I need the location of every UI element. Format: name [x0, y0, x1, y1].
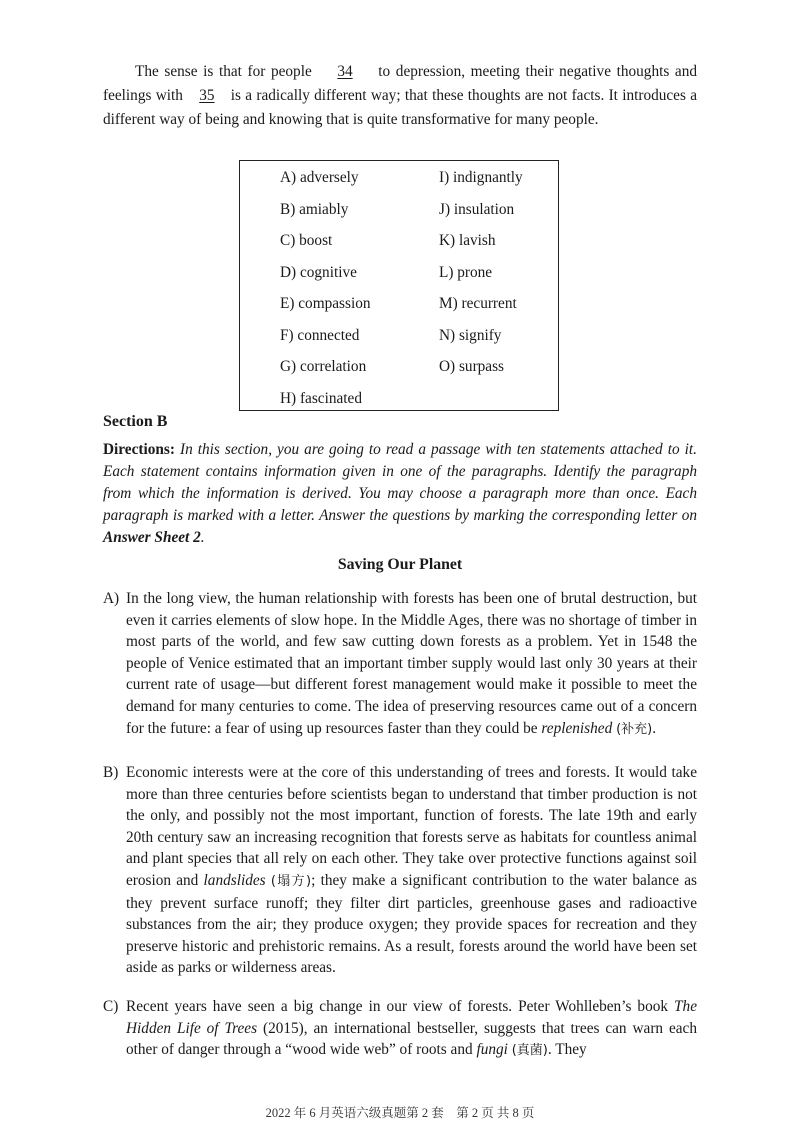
intro-text-1: The sense is that for people [135, 63, 312, 80]
word-option: J) insulation [439, 200, 515, 218]
paragraph-text-cont: (2015), an international bestseller, suggests that trees can warn each other of danger through a “wood wide web” of roots and [126, 1019, 697, 1059]
word-bank-right-column [439, 168, 523, 389]
word-option: N) signify [439, 326, 502, 344]
intro-text-3: is a radically different way; that these thoughts are not facts. It introduces a different way of being and knowing that is quite transformative for many people. [103, 87, 697, 129]
word-option: M) recurrent [439, 295, 517, 312]
word-option: F) connected [280, 326, 360, 344]
paragraph-text: Recent years have seen a big change in our view of forests. Peter Wohlleben’s book [126, 998, 669, 1015]
word-bank-box [239, 160, 559, 411]
word-option: K) lavish [439, 232, 496, 249]
word-option: O) surpass [439, 358, 505, 375]
paragraph-letter: B) [103, 764, 119, 781]
chinese-gloss: (真菌) [511, 1043, 548, 1059]
word-option: E) compassion [280, 295, 371, 312]
word-option: D) cognitive [280, 263, 357, 281]
word-option: A) adversely [280, 169, 359, 186]
word-option: L) prone [439, 263, 493, 281]
paragraph-b [103, 762, 697, 979]
paragraph-c [103, 996, 697, 1062]
paragraph-text: In the long view, the human relationship with forests has been one of brutal destruction, but even it carries elements of slow hope. In the Middle Ages, there was no shortage of timber in most parts of the world, and few saw cutting down forests as a problem. Yet in 1548 the people of Venice estimated that an important timber supply would last only 30 years at their current rate of usage—but different forest management would make it possible to meet the demand for many centuries to come. The idea of preserving resources came out of a concern for the future: a fear of using up resources faster than they could be [126, 590, 697, 737]
glossed-term: fungi [476, 1041, 508, 1059]
paragraph-text: Economic interests were at the core of this understanding of trees and forests. It would take more than three centuries before scientists began to understand that timber production is not the only, and possibly not the most important, function of forests. The late 19th and early 20th century saw an increasing recognition that forests serve as habitats for countless animal and plant species that all rely on each other. They take over protective functions against soil erosion and [126, 764, 697, 889]
blank-34: 34 [337, 63, 353, 80]
book-title: The Hidden Life of Trees [126, 998, 697, 1037]
section-heading: Section B [103, 413, 168, 430]
word-option: G) correlation [280, 358, 367, 375]
intro-paragraph [103, 60, 697, 133]
word-bank-left-column [280, 168, 371, 420]
directions-block [103, 439, 697, 549]
paragraph-a [103, 588, 697, 740]
page-footer: 2022 年 6 月英语六级真题第 2 套 第 2 页 共 8 页 [265, 1106, 535, 1120]
word-option: H) fascinated [280, 389, 362, 407]
chinese-gloss: (补充) [616, 721, 653, 737]
passage-title: Saving Our Planet [337, 556, 463, 573]
directions-text: In this section, you are going to read a passage with ten statements attached to it. Each statement contains information given in one of the paragraphs. Identify the paragraph from which the information is derived. You may choose a paragraph more than once. Each paragraph is marked with a letter. Answer the questions by marking the corresponding letter on [103, 441, 697, 524]
directions-end: . [200, 529, 205, 546]
paragraph-text-end: . [652, 719, 657, 737]
blank-35: 35 [199, 87, 215, 105]
paragraph-text-cont: ; they make a significant contribution to the water balance as they prevent surface runoff; they filter dirt particles, greenhouse gases and radioactive substances from the air; they produce oxygen; they provide spaces for recreation and they preserve historic and prehistoric remains. As a result, forests around the world have been set aside as parks or wilderness areas. [126, 871, 698, 977]
directions-label: Directions: [103, 441, 175, 458]
paragraph-letter: A) [103, 590, 120, 607]
paragraph-text-end: . They [547, 1041, 587, 1059]
word-option: I) indignantly [439, 169, 523, 186]
word-option: B) amiably [280, 200, 349, 218]
word-option: C) boost [280, 232, 333, 249]
chinese-gloss: (塌方) [270, 873, 312, 889]
glossed-term: replenished [541, 719, 613, 737]
paragraph-letter: C) [103, 998, 119, 1015]
answer-sheet-reference: Answer Sheet 2 [103, 529, 201, 546]
intro-text-2: to depression, meeting their negative thoughts and feelings with [103, 63, 698, 105]
glossed-term: landslides [203, 871, 266, 889]
